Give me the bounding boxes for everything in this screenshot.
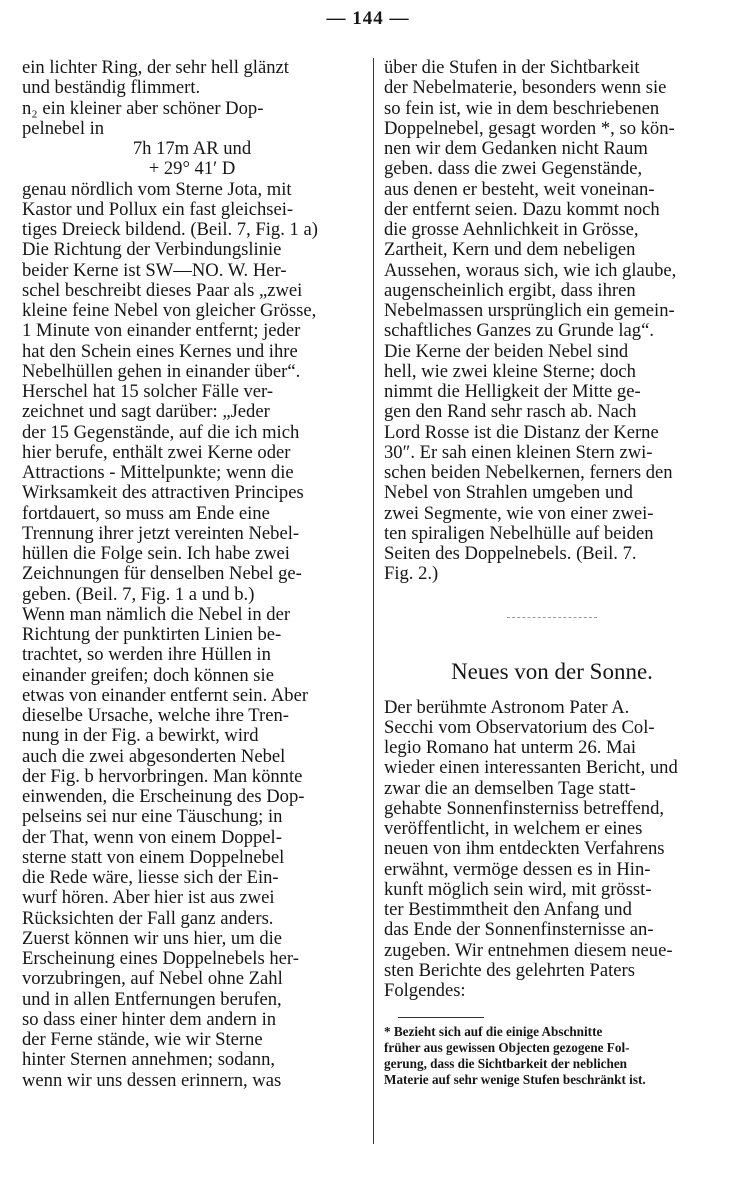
text-line: die grosse Aehnlichkeit in Grösse, [384,220,639,240]
text-line: und beständig flimmert. [22,78,201,99]
text-line: Zeichnungen für denselben Nebel ge- [22,564,302,585]
text-line: hüllen die Folge sein. Ich habe zwei [22,544,290,564]
text-line: zeichnet und sagt darüber: „Jeder [22,402,270,423]
text-line: beider Kerne ist SW—NO. W. Her- [22,260,287,281]
text-line: neuen von ihm entdeckten Verfahrens [384,839,665,860]
text-line: Wirksamkeit des attractiven Principes [22,483,304,504]
text-line: so dass einer hinter dem andern in [22,1009,277,1030]
text-line: legio Romano hat unterm 26. Mai [384,738,637,758]
text-line: nen wir dem Gedanken nicht Raum [384,139,648,159]
footnote-line: gerung, dass die Sichtbarkeit der neblichen [384,1056,628,1072]
text-line: der entfernt seien. Dazu kommt noch [384,199,660,220]
text-line: tiges Dreieck bildend. (Beil. 7, Fig. 1 a) [22,220,318,240]
text-line: schel beschreibt dieses Paar als „zwei [22,280,303,301]
text-line: der Nebelmaterie, besonders wenn sie [384,78,667,99]
text-line: gen den Rand sehr rasch ab. Nach [384,402,637,423]
text-line: die Rede wäre, liesse sich der Ein- [22,868,279,888]
text-line: zugeben. Wir entnehmen diesem neue- [384,940,673,961]
text-line: der That, wenn von einem Doppel- [22,827,282,848]
section-title: Neues von der Sonne. [451,658,653,684]
footnote-line: früher aus gewissen Objecten gezogene Fol- [384,1040,630,1056]
footnote-rule [398,1017,484,1018]
text-line: geben. (Beil. 7, Fig. 1 a und b.) [22,584,255,605]
text-line: dieselbe Ursache, welche ihre Tren- [22,706,289,726]
text-line: gehabte Sonnenfinsterniss betreffend, [384,798,665,819]
text-line: so fein ist, wie in dem beschriebenen [384,98,660,119]
text-line: Herschel hat 15 solcher Fälle ver- [22,382,274,402]
text-line: ten spiraligen Nebelhülle auf beiden [384,523,654,544]
text-line: veröffentlicht, in welchem er eines [384,819,643,839]
section-divider [507,617,597,618]
left-column [22,58,362,1091]
text-line: nung in der Fig. a bewirkt, wird [22,726,259,747]
text-line: Der berühmte Astronom Pater A. [384,697,630,718]
text-line: genau nördlich vom Sterne Jota, mit [22,179,292,200]
text-line: Folgendes: [384,981,466,1001]
text-line: Richtung der punktirten Linien be- [22,625,282,645]
text-line: Wenn man nämlich die Nebel in der [22,604,291,625]
text-line: Rücksichten der Fall ganz anders. [22,908,274,929]
text-line: kleine feine Nebel von gleicher Grösse, [22,301,317,321]
text-line: ter Bestimmtheit den Anfang und [384,900,632,920]
right-column [384,58,720,1088]
text-line: einander greifen; doch können sie [22,665,274,686]
footnote-line: * Bezieht sich auf die einige Abschnitte [384,1024,603,1040]
text-line: Lord Rosse ist die Distanz der Kerne [384,422,659,443]
text-line: aus denen er besteht, weit voneinan- [384,179,655,200]
coordinate-line: 7h 17m AR und [132,139,252,159]
text-line: Attractions - Mittelpunkte; wenn die [22,463,294,483]
text-line: trachtet, so werden ihre Hüllen in [22,645,271,666]
text-line: Doppelnebel, gesagt worden *, so kön- [384,118,675,139]
text-line: hinter Sternen annehmen; sodann, [22,1050,276,1071]
text-line: schen beiden Nebelkernen, ferners den [384,463,673,483]
text-line: pelnebel in [22,118,105,139]
text-line: das Ende der Sonnenfinsternisse an- [384,920,654,941]
text-line: auch die zwei abgesonderten Nebel [22,746,286,767]
text-line: Trennung ihrer jetzt vereinten Nebel- [22,523,300,544]
text-line: erwähnt, vermöge dessen es in Hin- [384,859,651,880]
text-line: Zuerst können wir uns hier, um die [22,928,283,949]
text-line: kunft möglich sein wird, mit grösst- [384,879,652,900]
text-line: fortdauert, so muss am Ende eine [22,503,270,524]
text-line: hat den Schein eines Kernes und ihre [22,341,298,362]
text-line: augenscheinlich ergibt, dass ihren [384,280,636,301]
text-line: und in allen Entfernungen berufen, [22,989,282,1010]
text-line: nimmt die Helligkeit der Mitte ge- [384,382,641,402]
text-line: wenn wir uns dessen erinnern, was [22,1070,282,1091]
text-line: zwei Segmente, wie von einer zwei- [384,503,654,524]
text-line: schaftliches Ganzes zu Grunde lag“. [384,321,655,342]
coordinate-line: + 29° 41′ D [148,159,236,180]
text-line: Secchi vom Observatorium des Col- [384,717,655,738]
text-line: Die Richtung der Verbindungslinie [22,240,282,261]
text-line: wieder einen interessanten Bericht, und [384,758,678,779]
text-line: der Ferne stände, wie wir Sterne [22,1030,263,1050]
text-line: n₂ ein kleiner aber schöner Dop- [22,98,264,119]
text-line: Nebel von Strahlen umgeben und [384,483,633,504]
text-line: sterne statt von einem Doppelnebel [22,847,285,868]
text-line: hell, wie zwei kleine Sterne; doch [384,361,636,382]
text-line: der 15 Gegenstände, auf die ich mich [22,422,300,443]
text-line: 1 Minute von einander entfernt; jeder [22,321,301,342]
text-line: einwenden, die Erscheinung des Dop- [22,787,305,807]
text-line: 30″. Er sah einen kleinen Stern zwi- [384,442,653,463]
text-line: Aussehen, woraus sich, wie ich glaube, [384,260,677,281]
text-line: Die Kerne der beiden Nebel sind [384,341,629,362]
text-line: Zartheit, Kern und dem nebeligen [384,240,636,261]
text-line: Seiten des Doppelnebels. (Beil. 7. [384,544,637,564]
page-number: — 144 — [326,8,410,29]
text-line: Nebelmassen ursprünglich ein gemein- [384,301,675,321]
text-line: Nebelhüllen gehen in einander über“. [22,361,301,382]
column-divider [373,58,374,1144]
text-line: wurf hören. Aber hier ist aus zwei [22,888,275,909]
text-line: pelseins sei nur eine Täuschung; in [22,807,283,828]
text-line: ein lichter Ring, der sehr hell glänzt [22,58,289,78]
text-line: zwar die an demselben Tage statt- [384,778,636,799]
text-line: vorzubringen, auf Nebel ohne Zahl [22,969,283,990]
footnote-line: Materie auf sehr wenige Stufen beschränkt ist. [384,1072,646,1088]
text-line: geben. dass die zwei Gegenstände, [384,159,643,180]
text-line: sten Berichte des gelehrten Paters [384,960,635,981]
text-line: über die Stufen in der Sichtbarkeit [384,58,640,78]
text-line: hier berufe, enthält zwei Kerne oder [22,442,291,463]
text-line: etwas von einander entfernt sein. Aber [22,685,309,706]
text-line: Fig. 2.) [384,564,439,585]
text-line: Erscheinung eines Doppelnebels her- [22,949,299,969]
text-line: Kastor und Pollux ein fast gleichsei- [22,199,294,220]
text-line: der Fig. b hervorbringen. Man könnte [22,766,303,787]
